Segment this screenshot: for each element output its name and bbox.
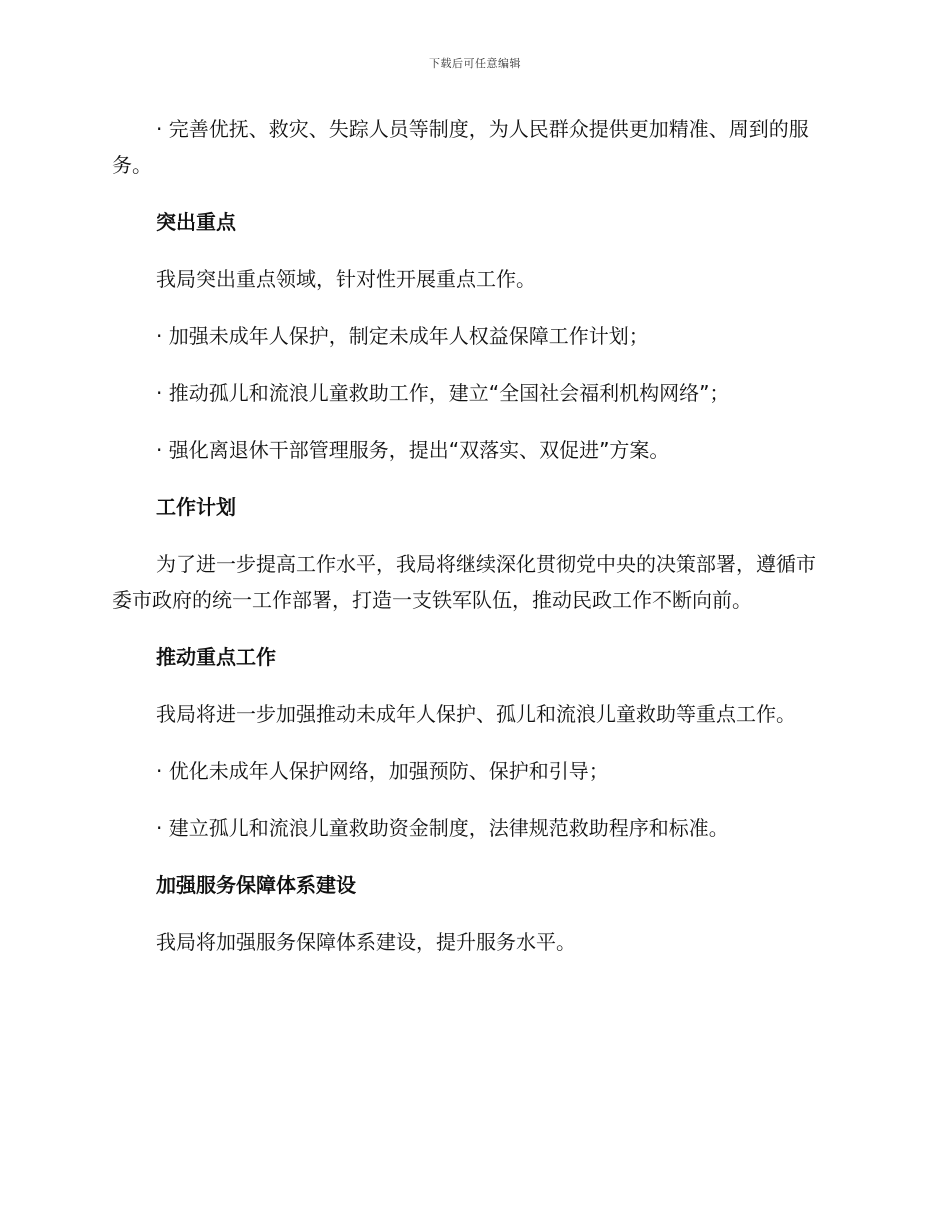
- bullet-paragraph: · 强化离退休干部管理服务，提出“双落实、双促进”方案。: [156, 438, 670, 462]
- section-heading: 工作计划: [156, 495, 236, 519]
- body-paragraph: 为了进一步提高工作水平，我局将继续深化贯彻党中央的决策部署，遵循市委市政府的统一工作部署，打造一支铁军队伍，推动民政工作不断向前。: [112, 552, 816, 612]
- page-header-note: 下载后可任意编辑: [429, 57, 521, 70]
- bullet-paragraph: · 推动孤儿和流浪儿童救助工作，建立“全国社会福利机构网络”；: [156, 381, 730, 405]
- body-paragraph: 我局突出重点领域，针对性开展重点工作。: [156, 267, 536, 291]
- bullet-paragraph: · 加强未成年人保护，制定未成年人权益保障工作计划；: [156, 324, 649, 348]
- section-heading: 加强服务保障体系建设: [156, 873, 356, 897]
- bullet-paragraph: · 完善优抚、救灾、失踪人员等制度，为人民群众提供更加精准、周到的服务。: [112, 117, 809, 177]
- bullet-paragraph: · 优化未成年人保护网络，加强预防、保护和引导；: [156, 759, 609, 783]
- body-paragraph: 我局将进一步加强推动未成年人保护、孤儿和流浪儿童救助等重点工作。: [156, 702, 796, 726]
- section-heading: 推动重点工作: [156, 645, 276, 669]
- document-body: [112, 111, 834, 981]
- bullet-paragraph: · 建立孤儿和流浪儿童救助资金制度，法律规范救助程序和标准。: [156, 816, 729, 840]
- body-paragraph: 我局将加强服务保障体系建设，提升服务水平。: [156, 930, 576, 954]
- section-heading: 突出重点: [156, 210, 236, 234]
